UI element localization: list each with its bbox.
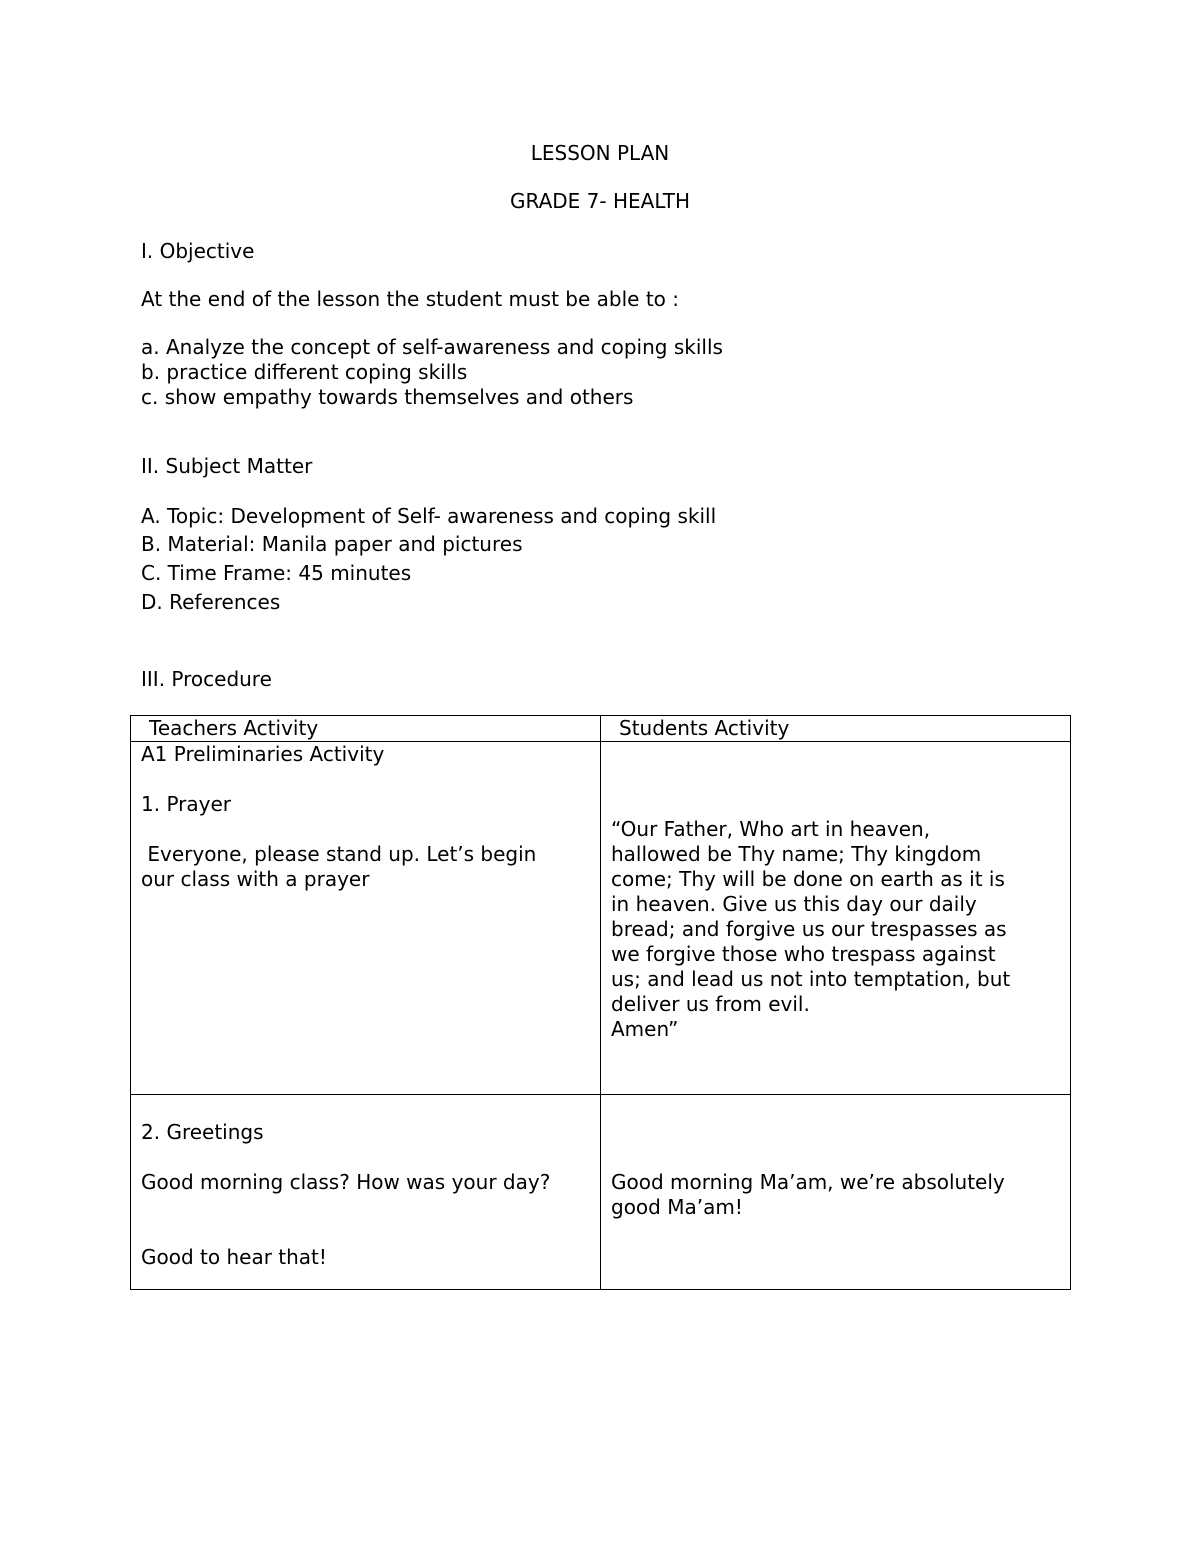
subject-matter-item: A. Topic: Development of Self- awareness and coping skill <box>141 504 717 528</box>
teacher-cell-prayer <box>131 742 601 1095</box>
student-cell-greetings <box>601 1095 1071 1290</box>
student-cell-prayer <box>601 742 1071 1095</box>
table-row <box>131 742 1071 1095</box>
student-prayer-line: us; and lead us not into temptation, but <box>611 967 1011 991</box>
header-students-activity: Students Activity <box>619 716 790 740</box>
subject-matter-item: C. Time Frame: 45 minutes <box>141 561 412 585</box>
document-subtitle: GRADE 7- HEALTH <box>510 189 690 213</box>
objective-heading: I. Objective <box>141 239 255 263</box>
prayer-label: 1. Prayer <box>141 792 231 816</box>
subject-matter-item: B. Material: Manila paper and pictures <box>141 532 523 556</box>
procedure-heading: III. Procedure <box>141 667 272 691</box>
student-prayer-line: in heaven. Give us this day our daily <box>611 892 977 916</box>
student-greeting-line: Good morning Ma’am, we’re absolutely <box>611 1170 1005 1194</box>
preliminaries-label: A1 Preliminaries Activity <box>141 742 385 766</box>
objective-intro: At the end of the lesson the student must be able to : <box>141 287 679 311</box>
teacher-reply-text: Good to hear that! <box>141 1245 327 1269</box>
student-prayer-line: bread; and forgive us our trespasses as <box>611 917 1007 941</box>
student-prayer-line: we forgive those who trespass against <box>611 942 996 966</box>
student-prayer-line: Amen” <box>611 1017 679 1041</box>
objective-item: a. Analyze the concept of self-awareness and coping skills <box>141 335 723 359</box>
student-prayer-line: hallowed be Thy name; Thy kingdom <box>611 842 982 866</box>
table-header-row <box>131 716 1071 742</box>
teacher-greeting-text: Good morning class? How was your day? <box>141 1170 551 1194</box>
header-cell-students <box>601 716 1071 742</box>
teacher-prayer-text: Everyone, please stand up. Let’s begin <box>141 842 537 866</box>
document-title: LESSON PLAN <box>530 141 670 165</box>
greetings-label: 2. Greetings <box>141 1120 264 1144</box>
objective-item: c. show empathy towards themselves and others <box>141 385 634 409</box>
student-greeting-line: good Ma’am! <box>611 1195 743 1219</box>
subject-matter-heading: II. Subject Matter <box>141 454 313 478</box>
student-prayer-line: “Our Father, Who art in heaven, <box>611 817 931 841</box>
procedure-table <box>130 715 1071 1290</box>
subject-matter-item: D. References <box>141 590 281 614</box>
table-row <box>131 1095 1071 1290</box>
header-teachers-activity: Teachers Activity <box>149 716 319 740</box>
objective-item: b. practice different coping skills <box>141 360 468 384</box>
header-cell-teachers <box>131 716 601 742</box>
student-prayer-line: deliver us from evil. <box>611 992 810 1016</box>
student-prayer-line: come; Thy will be done on earth as it is <box>611 867 1005 891</box>
teacher-cell-greetings <box>131 1095 601 1290</box>
teacher-prayer-text: our class with a prayer <box>141 867 370 891</box>
